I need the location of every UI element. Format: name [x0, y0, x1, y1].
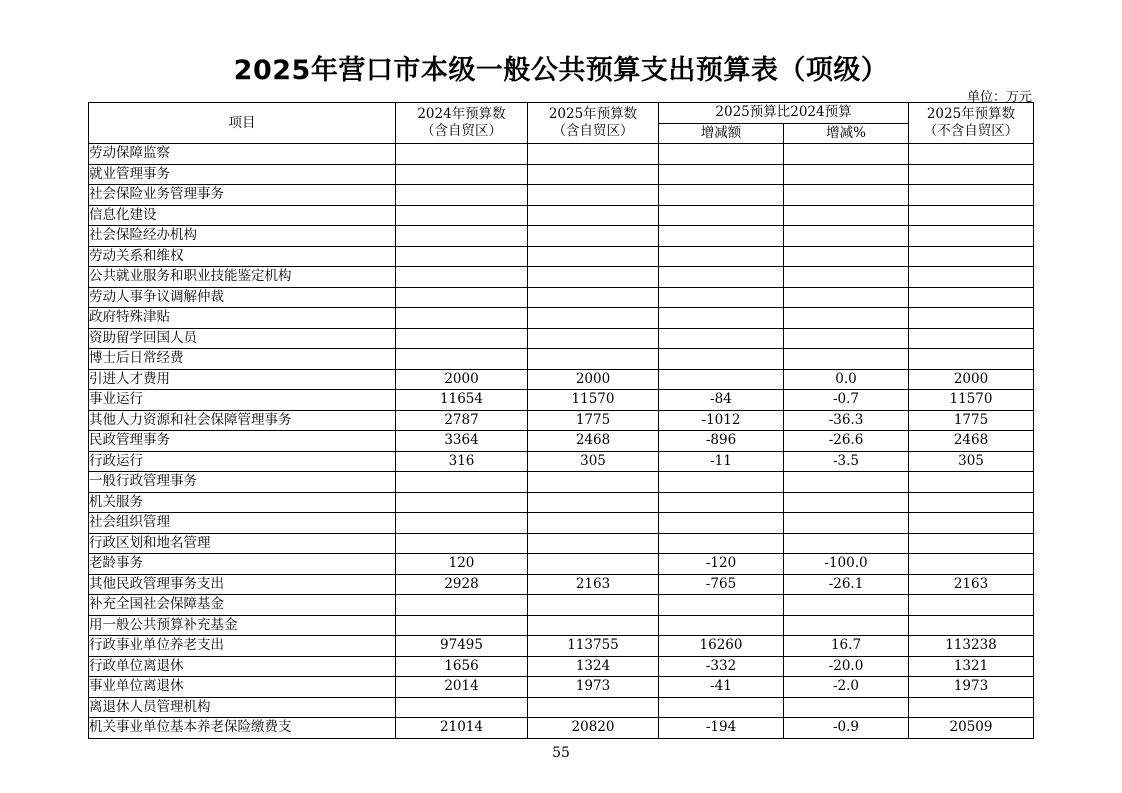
header-budget-2025-line2: （含自贸区） — [552, 123, 634, 139]
cell-change-amount: -120 — [659, 554, 784, 575]
table-row — [89, 328, 1034, 349]
cell-budget-2024: 120 — [396, 554, 528, 575]
table-row — [89, 410, 1034, 431]
table-row — [89, 185, 1034, 206]
cell-change-amount — [659, 369, 784, 390]
cell-item-name: 社会组织管理 — [89, 513, 396, 534]
unit-label: 单位：万元 — [966, 90, 1032, 105]
cell-change-pct — [784, 697, 909, 718]
cell-budget-2025: 11570 — [528, 390, 659, 411]
table-row — [89, 431, 1034, 452]
cell-budget-2025-excl — [909, 246, 1034, 267]
header-budget-2024 — [396, 103, 528, 144]
cell-budget-2024 — [396, 164, 528, 185]
table-row — [89, 718, 1034, 739]
cell-budget-2025-excl: 20509 — [909, 718, 1034, 739]
header-change-pct: 增减% — [784, 123, 909, 144]
cell-budget-2024 — [396, 513, 528, 534]
table-row — [89, 554, 1034, 575]
table-row — [89, 349, 1034, 370]
cell-change-amount: -332 — [659, 656, 784, 677]
cell-item-name: 行政区划和地名管理 — [89, 533, 396, 554]
cell-budget-2025: 2163 — [528, 574, 659, 595]
cell-change-amount — [659, 615, 784, 636]
cell-change-pct: 0.0 — [784, 369, 909, 390]
cell-change-pct: -0.7 — [784, 390, 909, 411]
cell-change-pct — [784, 246, 909, 267]
cell-change-amount — [659, 205, 784, 226]
cell-budget-2024 — [396, 349, 528, 370]
cell-budget-2025-excl — [909, 205, 1034, 226]
cell-item-name: 其他人力资源和社会保障管理事务 — [89, 410, 396, 431]
cell-budget-2025-excl: 305 — [909, 451, 1034, 472]
cell-budget-2025: 2468 — [528, 431, 659, 452]
cell-budget-2024 — [396, 287, 528, 308]
cell-budget-2025-excl — [909, 164, 1034, 185]
cell-change-pct — [784, 472, 909, 493]
cell-change-amount — [659, 492, 784, 513]
cell-budget-2025-excl: 113238 — [909, 636, 1034, 657]
cell-budget-2025-excl — [909, 492, 1034, 513]
table-row — [89, 513, 1034, 534]
cell-change-amount — [659, 267, 784, 288]
cell-budget-2025: 1324 — [528, 656, 659, 677]
cell-item-name: 社会保险业务管理事务 — [89, 185, 396, 206]
cell-budget-2025 — [528, 595, 659, 616]
cell-item-name: 政府特殊津贴 — [89, 308, 396, 329]
cell-item-name: 行政运行 — [89, 451, 396, 472]
table-row — [89, 308, 1034, 329]
cell-budget-2025 — [528, 349, 659, 370]
table-row — [89, 287, 1034, 308]
cell-budget-2025-excl: 2000 — [909, 369, 1034, 390]
cell-budget-2024 — [396, 472, 528, 493]
cell-item-name: 老龄事务 — [89, 554, 396, 575]
cell-item-name: 补充全国社会保障基金 — [89, 595, 396, 616]
cell-budget-2025: 113755 — [528, 636, 659, 657]
cell-budget-2024 — [396, 185, 528, 206]
header-budget-2025-excl — [909, 103, 1034, 144]
cell-budget-2025 — [528, 615, 659, 636]
cell-change-amount — [659, 185, 784, 206]
cell-budget-2025-excl: 2468 — [909, 431, 1034, 452]
cell-budget-2025 — [528, 308, 659, 329]
cell-change-pct: -26.6 — [784, 431, 909, 452]
cell-change-pct — [784, 533, 909, 554]
cell-change-pct — [784, 287, 909, 308]
cell-change-pct: -26.1 — [784, 574, 909, 595]
table-row — [89, 144, 1034, 165]
cell-item-name: 行政事业单位养老支出 — [89, 636, 396, 657]
cell-item-name: 资助留学回国人员 — [89, 328, 396, 349]
table-body — [89, 144, 1034, 739]
cell-change-pct — [784, 595, 909, 616]
header-budget-2025-line1: 2025年预算数 — [548, 106, 638, 122]
cell-change-pct: -2.0 — [784, 677, 909, 698]
cell-change-pct: -100.0 — [784, 554, 909, 575]
cell-change-pct — [784, 513, 909, 534]
cell-budget-2024: 2014 — [396, 677, 528, 698]
cell-change-amount: -765 — [659, 574, 784, 595]
cell-budget-2025 — [528, 144, 659, 165]
cell-budget-2025 — [528, 533, 659, 554]
page-title: 2025年营口市本级一般公共预算支出预算表（项级） — [233, 55, 889, 86]
cell-budget-2025-excl — [909, 349, 1034, 370]
cell-budget-2025-excl — [909, 144, 1034, 165]
cell-change-amount — [659, 246, 784, 267]
cell-budget-2025-excl — [909, 308, 1034, 329]
cell-budget-2025-excl: 1973 — [909, 677, 1034, 698]
cell-budget-2024: 97495 — [396, 636, 528, 657]
table-row — [89, 615, 1034, 636]
cell-change-pct — [784, 144, 909, 165]
cell-change-amount: -11 — [659, 451, 784, 472]
cell-change-pct — [784, 164, 909, 185]
cell-item-name: 行政单位离退休 — [89, 656, 396, 677]
table-row — [89, 472, 1034, 493]
cell-change-amount — [659, 697, 784, 718]
table-row — [89, 369, 1034, 390]
cell-change-amount: 16260 — [659, 636, 784, 657]
cell-change-amount — [659, 144, 784, 165]
cell-change-amount — [659, 308, 784, 329]
cell-item-name: 机关事业单位基本养老保险缴费支 — [89, 718, 396, 739]
table-row — [89, 656, 1034, 677]
cell-budget-2025 — [528, 164, 659, 185]
cell-change-amount: -41 — [659, 677, 784, 698]
table-row — [89, 267, 1034, 288]
cell-change-pct — [784, 185, 909, 206]
table-row — [89, 677, 1034, 698]
cell-change-pct — [784, 349, 909, 370]
cell-budget-2025 — [528, 205, 659, 226]
cell-item-name: 博士后日常经费 — [89, 349, 396, 370]
cell-budget-2025-excl — [909, 513, 1034, 534]
cell-budget-2025 — [528, 287, 659, 308]
cell-change-amount: -84 — [659, 390, 784, 411]
table-row — [89, 205, 1034, 226]
cell-budget-2025-excl: 2163 — [909, 574, 1034, 595]
cell-budget-2024: 2000 — [396, 369, 528, 390]
cell-budget-2024 — [396, 492, 528, 513]
cell-item-name: 机关服务 — [89, 492, 396, 513]
cell-budget-2024: 3364 — [396, 431, 528, 452]
cell-item-name: 事业单位离退休 — [89, 677, 396, 698]
page-number: 55 — [552, 745, 570, 761]
cell-change-pct: -0.9 — [784, 718, 909, 739]
cell-change-amount: -896 — [659, 431, 784, 452]
cell-change-pct: 16.7 — [784, 636, 909, 657]
cell-item-name: 引进人才费用 — [89, 369, 396, 390]
table-row — [89, 451, 1034, 472]
cell-budget-2025-excl: 1775 — [909, 410, 1034, 431]
cell-change-amount — [659, 287, 784, 308]
cell-change-pct — [784, 615, 909, 636]
cell-budget-2024 — [396, 246, 528, 267]
cell-budget-2025 — [528, 492, 659, 513]
cell-change-pct — [784, 205, 909, 226]
cell-budget-2024: 2928 — [396, 574, 528, 595]
cell-budget-2025-excl — [909, 472, 1034, 493]
cell-budget-2024 — [396, 328, 528, 349]
header-budget-2025 — [528, 103, 659, 144]
header-budget-2025-excl-line1: 2025年预算数 — [926, 106, 1016, 122]
cell-budget-2024 — [396, 226, 528, 247]
cell-budget-2025-excl — [909, 554, 1034, 575]
cell-budget-2025-excl — [909, 697, 1034, 718]
cell-change-amount — [659, 472, 784, 493]
cell-budget-2024 — [396, 615, 528, 636]
cell-budget-2025-excl — [909, 595, 1034, 616]
cell-item-name: 离退休人员管理机构 — [89, 697, 396, 718]
cell-budget-2025: 1775 — [528, 410, 659, 431]
cell-item-name: 劳动保障监察 — [89, 144, 396, 165]
cell-change-pct: -36.3 — [784, 410, 909, 431]
cell-change-pct — [784, 226, 909, 247]
cell-budget-2025-excl — [909, 615, 1034, 636]
cell-change-amount — [659, 328, 784, 349]
cell-change-pct — [784, 267, 909, 288]
cell-budget-2025 — [528, 513, 659, 534]
cell-change-amount — [659, 349, 784, 370]
table-row — [89, 636, 1034, 657]
cell-budget-2025: 1973 — [528, 677, 659, 698]
cell-change-amount — [659, 513, 784, 534]
cell-budget-2025-excl — [909, 267, 1034, 288]
cell-budget-2025 — [528, 267, 659, 288]
table-row — [89, 697, 1034, 718]
cell-change-amount — [659, 164, 784, 185]
cell-budget-2024 — [396, 205, 528, 226]
cell-item-name: 社会保险经办机构 — [89, 226, 396, 247]
header-budget-2024-line2: （含自贸区） — [421, 123, 502, 139]
cell-item-name: 其他民政管理事务支出 — [89, 574, 396, 595]
cell-budget-2024: 2787 — [396, 410, 528, 431]
cell-budget-2024 — [396, 533, 528, 554]
cell-budget-2025 — [528, 185, 659, 206]
cell-budget-2025-excl — [909, 226, 1034, 247]
table-row — [89, 246, 1034, 267]
cell-budget-2024 — [396, 267, 528, 288]
cell-budget-2024 — [396, 595, 528, 616]
cell-item-name: 用一般公共预算补充基金 — [89, 615, 396, 636]
table-header — [89, 103, 1034, 144]
cell-item-name: 劳动人事争议调解仲裁 — [89, 287, 396, 308]
cell-budget-2025-excl: 11570 — [909, 390, 1034, 411]
cell-budget-2025-excl — [909, 328, 1034, 349]
cell-item-name: 一般行政管理事务 — [89, 472, 396, 493]
cell-change-amount — [659, 226, 784, 247]
cell-budget-2024: 21014 — [396, 718, 528, 739]
cell-budget-2025-excl — [909, 533, 1034, 554]
cell-budget-2024: 11654 — [396, 390, 528, 411]
cell-budget-2025 — [528, 226, 659, 247]
cell-item-name: 就业管理事务 — [89, 164, 396, 185]
cell-budget-2024 — [396, 308, 528, 329]
cell-budget-2025 — [528, 328, 659, 349]
cell-item-name: 民政管理事务 — [89, 431, 396, 452]
table-row — [89, 390, 1034, 411]
cell-budget-2025: 20820 — [528, 718, 659, 739]
cell-change-pct — [784, 328, 909, 349]
table-row — [89, 226, 1034, 247]
cell-budget-2025: 305 — [528, 451, 659, 472]
cell-change-amount — [659, 533, 784, 554]
cell-budget-2025 — [528, 554, 659, 575]
cell-change-amount — [659, 595, 784, 616]
header-budget-2024-line1: 2024年预算数 — [417, 106, 506, 122]
cell-change-amount: -1012 — [659, 410, 784, 431]
table-row — [89, 533, 1034, 554]
cell-change-pct: -3.5 — [784, 451, 909, 472]
cell-budget-2024 — [396, 697, 528, 718]
cell-item-name: 劳动关系和维权 — [89, 246, 396, 267]
cell-change-pct — [784, 492, 909, 513]
header-item: 项目 — [89, 103, 396, 144]
cell-change-amount: -194 — [659, 718, 784, 739]
table-row — [89, 164, 1034, 185]
cell-budget-2025 — [528, 246, 659, 267]
cell-budget-2024: 316 — [396, 451, 528, 472]
cell-change-pct — [784, 308, 909, 329]
header-change-amount: 增减额 — [659, 123, 784, 144]
cell-item-name: 公共就业服务和职业技能鉴定机构 — [89, 267, 396, 288]
cell-budget-2024 — [396, 144, 528, 165]
cell-budget-2025-excl: 1321 — [909, 656, 1034, 677]
cell-budget-2024: 1656 — [396, 656, 528, 677]
cell-budget-2025-excl — [909, 185, 1034, 206]
cell-item-name: 信息化建设 — [89, 205, 396, 226]
table-row — [89, 595, 1034, 616]
table-row — [89, 574, 1034, 595]
header-budget-2025-excl-line2: （不含自贸区） — [923, 123, 1019, 139]
cell-budget-2025: 2000 — [528, 369, 659, 390]
header-compare: 2025预算比2024预算 — [659, 103, 909, 124]
cell-budget-2025 — [528, 697, 659, 718]
budget-table — [88, 102, 1034, 739]
table-row — [89, 492, 1034, 513]
cell-budget-2025-excl — [909, 287, 1034, 308]
cell-change-pct: -20.0 — [784, 656, 909, 677]
cell-budget-2025 — [528, 472, 659, 493]
cell-item-name: 事业运行 — [89, 390, 396, 411]
